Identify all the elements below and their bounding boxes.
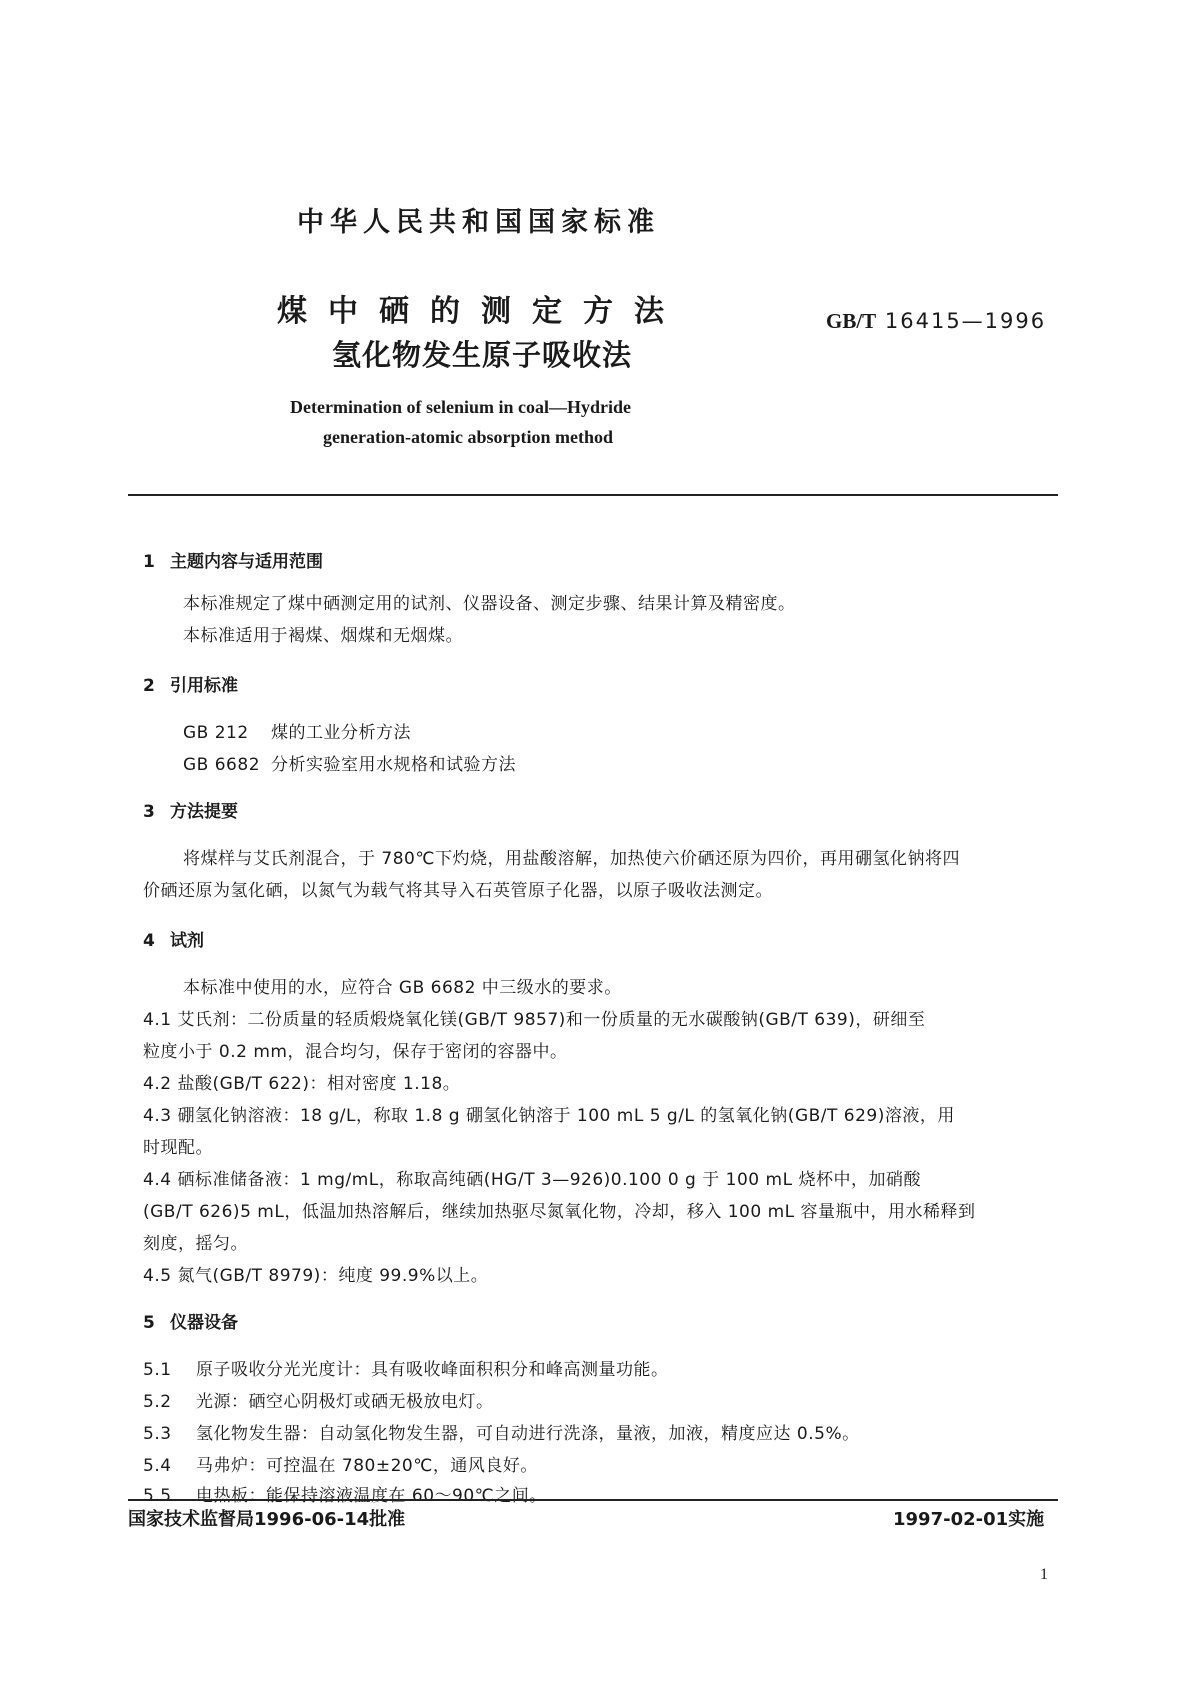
standard-number xyxy=(826,309,1046,334)
section-1-paragraph-1: 本标准规定了煤中硒测定用的试剂、仪器设备、测定步骤、结果计算及精密度。 xyxy=(183,594,796,614)
item-4-1-line-1: 4.1 艾氏剂：二份质量的轻质煅烧氧化镁(GB/T 9857)和一份质量的无水碳酸钠(GB/T 639)，研细至 xyxy=(143,1010,926,1030)
section-1-heading xyxy=(143,547,323,572)
section-3-heading xyxy=(143,797,238,822)
item-4-4-line-3: 刻度，摇匀。 xyxy=(143,1234,248,1254)
equipment-item xyxy=(143,1481,547,1506)
reference-item xyxy=(183,718,411,743)
equipment-item-text: 氢化物发生器：自动氢化物发生器，可自动进行洗涤，量液，加液，精度应达 0.5%。 xyxy=(196,1424,860,1444)
reference-code: GB 212 xyxy=(183,723,249,743)
equipment-item-text: 原子吸收分光光度计：具有吸收峰面积积分和峰高测量功能。 xyxy=(196,1360,669,1380)
equipment-item-number: 5.5 xyxy=(143,1486,172,1506)
equipment-item-text: 马弗炉：可控温在 780±20℃，通风良好。 xyxy=(196,1456,538,1476)
item-4-3-line-2: 时现配。 xyxy=(143,1138,213,1158)
item-4-1-line-2: 粒度小于 0.2 mm，混合均匀，保存于密闭的容器中。 xyxy=(143,1042,568,1062)
equipment-item-number: 5.3 xyxy=(143,1424,172,1444)
section-4-intro: 本标准中使用的水，应符合 GB 6682 中三级水的要求。 xyxy=(183,978,622,998)
equipment-item-text: 光源：硒空心阴极灯或硒无极放电灯。 xyxy=(196,1392,494,1412)
footer-divider xyxy=(128,1499,1058,1501)
section-2-number: 2 xyxy=(143,676,155,696)
equipment-item xyxy=(143,1419,860,1444)
standard-number-value: 16415—1996 xyxy=(884,309,1047,333)
document-title-line2: 氢化物发生原子吸收法 xyxy=(332,338,633,372)
reference-title: 煤的工业分析方法 xyxy=(271,723,411,743)
section-1-number: 1 xyxy=(143,552,155,572)
section-3-title: 方法提要 xyxy=(170,802,238,822)
document-title-line1: 煤中硒的测定方法 xyxy=(277,294,685,329)
equipment-item-number: 5.1 xyxy=(143,1360,172,1380)
section-3-number: 3 xyxy=(143,802,155,822)
implementation-date: 1997-02-01实施 xyxy=(893,1509,1045,1530)
equipment-item xyxy=(143,1355,669,1380)
national-standard-title: 中华人民共和国国家标准 xyxy=(297,207,660,238)
equipment-item xyxy=(143,1451,538,1476)
section-2-title: 引用标准 xyxy=(170,676,238,696)
standard-code: GB/T xyxy=(826,309,877,333)
reference-code: GB 6682 xyxy=(183,755,261,775)
section-2-heading xyxy=(143,671,238,696)
item-4-2: 4.2 盐酸(GB/T 622)：相对密度 1.18。 xyxy=(143,1074,461,1094)
section-5-heading xyxy=(143,1308,238,1333)
section-1-paragraph-2: 本标准适用于褐煤、烟煤和无烟煤。 xyxy=(183,626,463,646)
section-5-number: 5 xyxy=(143,1313,155,1333)
section-4-number: 4 xyxy=(143,931,155,951)
equipment-item-number: 5.4 xyxy=(143,1456,172,1476)
reference-title: 分析实验室用水规格和试验方法 xyxy=(271,755,516,775)
equipment-item-text: 电热板：能保持溶液温度在 60～90℃之间。 xyxy=(196,1486,547,1506)
english-title-line1: Determination of selenium in coal—Hydride xyxy=(290,397,631,417)
page-number: 1 xyxy=(1040,1566,1048,1583)
section-4-heading xyxy=(143,926,204,951)
section-3-paragraph-line-1: 将煤样与艾氏剂混合，于 780℃下灼烧，用盐酸溶解，加热使六价硒还原为四价，再用硼氢化钠将四 xyxy=(183,849,960,869)
approval-info: 国家技术监督局1996-06-14批准 xyxy=(128,1509,406,1530)
english-title-line2: generation-atomic absorption method xyxy=(323,427,613,447)
item-4-3-line-1: 4.3 硼氢化钠溶液：18 g/L，称取 1.8 g 硼氢化钠溶于 100 mL 5 g/L 的氢氧化钠(GB/T 629)溶液，用 xyxy=(143,1106,955,1126)
section-3-paragraph-line-2: 价硒还原为氢化硒，以氮气为载气将其导入石英管原子化器，以原子吸收法测定。 xyxy=(143,881,773,901)
header-divider xyxy=(128,494,1058,496)
section-4-title: 试剂 xyxy=(170,931,204,951)
item-4-4-line-1: 4.4 硒标准储备液：1 mg/mL，称取高纯硒(HG/T 3—926)0.100 0 g 于 100 mL 烧杯中，加硝酸 xyxy=(143,1170,921,1190)
section-1-title: 主题内容与适用范围 xyxy=(170,552,323,572)
reference-item xyxy=(183,750,516,775)
item-4-4-line-2: (GB/T 626)5 mL，低温加热溶解后，继续加热驱尽氮氧化物，冷却，移入 100 mL 容量瓶中，用水稀释到 xyxy=(143,1202,976,1222)
equipment-item-number: 5.2 xyxy=(143,1392,172,1412)
equipment-item xyxy=(143,1387,494,1412)
section-5-title: 仪器设备 xyxy=(170,1313,238,1333)
item-4-5: 4.5 氮气(GB/T 8979)：纯度 99.9%以上。 xyxy=(143,1266,489,1286)
